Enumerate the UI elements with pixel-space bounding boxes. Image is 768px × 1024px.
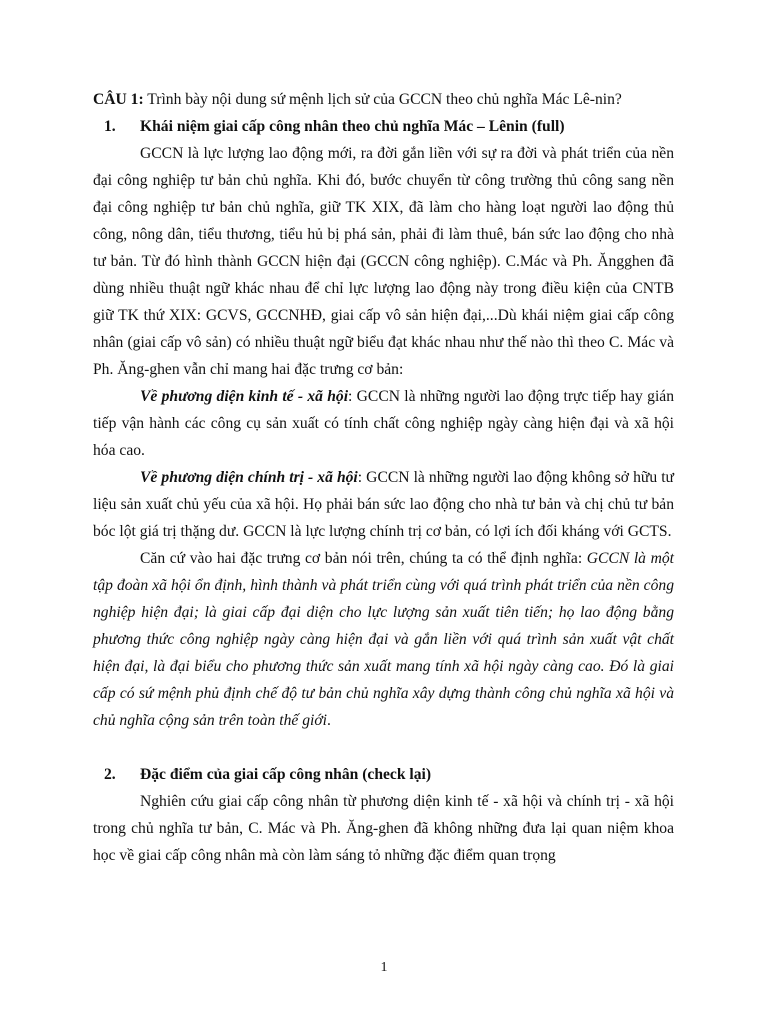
question-label: CÂU 1: <box>93 91 144 108</box>
section-1-title: Khái niệm giai cấp công nhân theo chủ nghĩa Mác – Lênin (full) <box>140 118 565 135</box>
aspect-political-text: : GCCN là những người lao động không sở hữu tư liệu sản xuất chủ yếu của xã hội. Họ phải bán sức lao động cho nhà tư bản và chị chủ tư bản bóc lột giá trị thặng dư. GCCN là lực lượng chính trị cơ bản, có lợi ích đối kháng với GCTS. <box>93 469 675 540</box>
section-2-number: 2. <box>104 766 116 783</box>
section-2-heading <box>93 761 674 788</box>
section-spacer <box>93 734 674 761</box>
aspect-economic-paragraph <box>93 383 674 464</box>
definition-italic: GCCN là một tập đoàn xã hội ổn định, hình thành và phát triển cùng với quá trình phát triển của nền công nghiệp hiện đại; là giai cấp đại diện cho lực lượng sản xuất tiên tiến; họ lao động bằng phương thức công nghiệp ngày càng hiện đại và gắn liền với quá trình sản xuất vật chất hiện đại, là đại biểu cho phương thức sản xuất mang tính xã hội ngày càng cao. Đó là giai cấp có sứ mệnh phủ định chế độ tư bản chủ nghĩa xây dựng thành công chủ nghĩa xã hội và chủ nghĩa cộng sản trên toàn thế giới <box>93 550 674 729</box>
section-2-intro: Nghiên cứu giai cấp công nhân từ phương diện kinh tế - xã hội và chính trị - xã hội trong chủ nghĩa tư bản, C. Mác và Ph. Ăng-ghen đã không những đưa lại quan niệm khoa học về giai cấp công nhân mà còn làm sáng tỏ những đặc điểm quan trọng <box>93 793 674 864</box>
aspect-political-label: Về phương diện chính trị - xã hội <box>140 469 358 486</box>
definition-lead: Căn cứ vào hai đặc trưng cơ bản nói trên, chúng ta có thể định nghĩa: <box>140 550 587 567</box>
aspect-economic-label: Về phương diện kinh tế - xã hội <box>140 388 349 405</box>
question-line <box>93 86 674 113</box>
definition-paragraph <box>93 545 674 734</box>
aspect-economic-text: : GCCN là những người lao động trực tiếp hay gián tiếp vận hành các công cụ sản xuất có tính chất công nghiệp ngày càng hiện đại và xã hội hóa cao. <box>93 388 674 459</box>
aspect-political-paragraph <box>93 464 674 545</box>
page-number: 1 <box>380 960 388 975</box>
section-1-heading <box>93 113 674 140</box>
section-1-number: 1. <box>104 118 116 135</box>
document-body <box>93 86 674 869</box>
definition-end: . <box>326 712 331 729</box>
section-1-intro: GCCN là lực lượng lao động mới, ra đời gắn liền với sự ra đời và phát triển của nền đại công nghiệp tư bản chủ nghĩa. Khi đó, bước chuyển từ công trường thủ công sang nền đại công nghiệp tư bản chủ nghĩa, giữ TK XIX, đã làm cho hàng loạt người lao động thủ công, nông dân, tiểu thương, tiểu hủ bị phá sản, phải đi làm thuê, bán sức lao động cho nhà tư bản. Từ đó hình thành GCCN hiện đại (GCCN công nghiệp). C.Mác và Ph. Ăngghen đã dùng nhiều thuật ngữ khác nhau để chỉ lực lượng lao động này trong điều kiện của CNTB giữ TK thứ XIX: GCVS, GCCNHĐ, giai cấp vô sản hiện đại,...Dù khái niệm giai cấp công nhân (giai cấp vô sản) có nhiều thuật ngữ biểu đạt khác nhau như thế nào thì theo C. Mác và Ph. Ăng-ghen vẫn chỉ mang hai đặc trưng cơ bản: <box>93 145 674 378</box>
question-text: Trình bày nội dung sứ mệnh lịch sử của GCCN theo chủ nghĩa Mác Lê-nin? <box>143 91 622 108</box>
section-2-title: Đặc điểm của giai cấp công nhân (check lại) <box>140 766 432 783</box>
